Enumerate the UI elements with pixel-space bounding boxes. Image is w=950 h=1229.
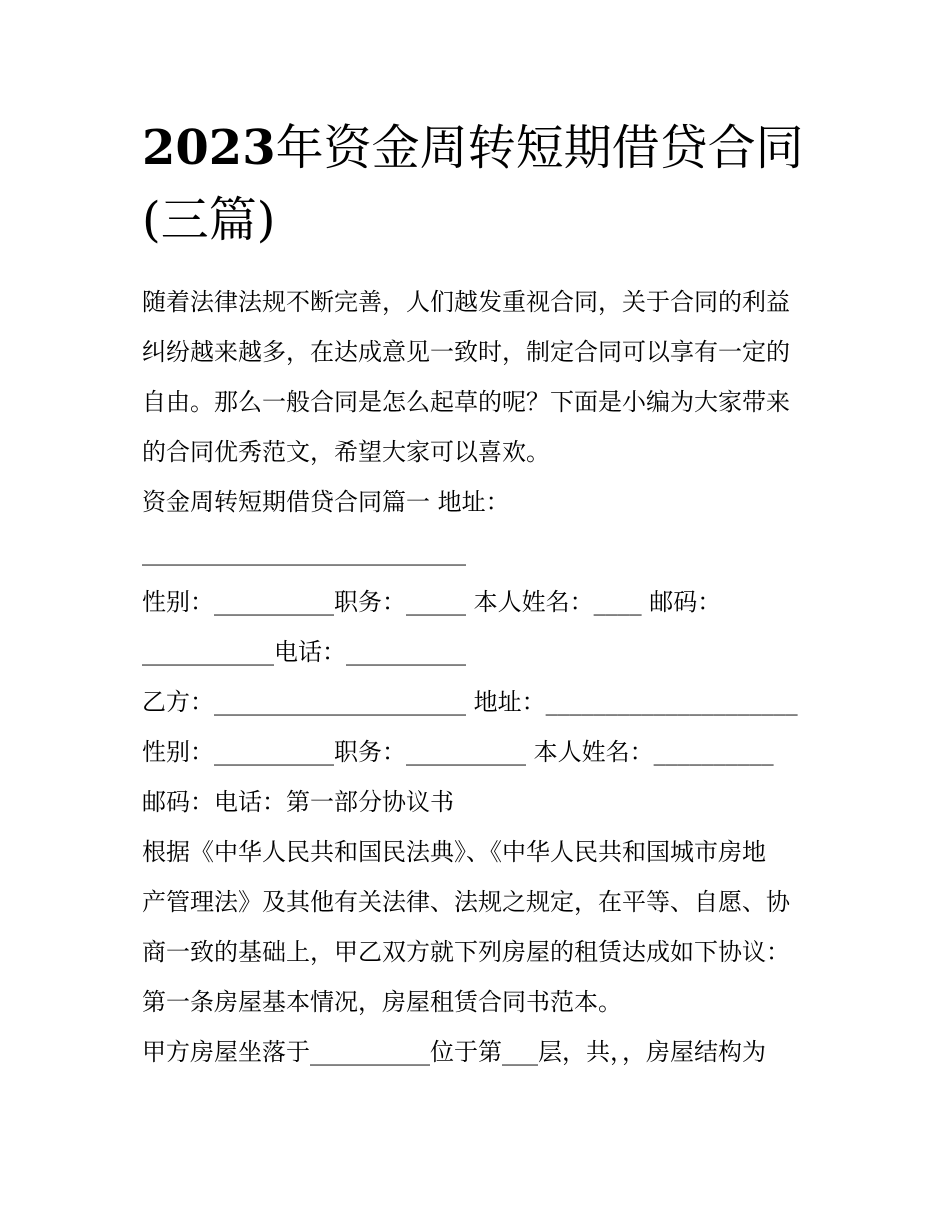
intro-line-1: 随着法律法规不断完善，人们越发重视合同，关于合同的利益 <box>142 288 790 316</box>
article-one-line: 第一条房屋基本情况，房屋租赁合同书范本。 <box>142 988 622 1016</box>
title-year: 2023 <box>142 120 276 176</box>
address-blank-line: ___________________________ <box>142 538 466 566</box>
party-b-gender-position-line: 性别：__________职务：__________ 本人姓名：__________ <box>142 738 774 766</box>
party-a-phone-line: ___________电话：__________ <box>142 638 466 666</box>
postcode-phone-agreement-line: 邮码：电话：第一部分协议书 <box>142 788 454 816</box>
legal-basis-line-1: 根据《中华人民共和国民法典》、《中华人民共和国城市房地 <box>142 838 766 866</box>
intro-line-2: 纠纷越来越多，在达成意见一致时，制定合同可以享有一定的 <box>142 338 790 366</box>
section-heading-address: 资金周转短期借贷合同篇一 地址： <box>142 488 510 516</box>
title-line-1 <box>142 112 822 184</box>
document-title <box>142 112 822 256</box>
document-body <box>142 277 822 1077</box>
intro-line-3: 自由。那么一般合同是怎么起草的呢？下面是小编为大家带来 <box>142 388 790 416</box>
party-a-gender-position-line: 性别：__________职务：_____ 本人姓名：____ 邮码： <box>142 588 722 616</box>
title-text: 年资金周转短期借贷合同 <box>275 120 804 176</box>
property-location-line: 甲方房屋坐落于__________位于第___层，共，，房屋结构为 <box>142 1038 766 1066</box>
party-b-address-line: 乙方：_____________________ 地址：_____________________ <box>142 688 798 716</box>
legal-basis-line-2: 产管理法》及其他有关法律、法规之规定，在平等、自愿、协 <box>142 888 790 916</box>
legal-basis-line-3: 商一致的基础上，甲乙双方就下列房屋的租赁达成如下协议： <box>142 938 790 966</box>
title-line-2: (三篇) <box>142 192 276 248</box>
intro-line-4: 的合同优秀范文，希望大家可以喜欢。 <box>142 438 550 466</box>
